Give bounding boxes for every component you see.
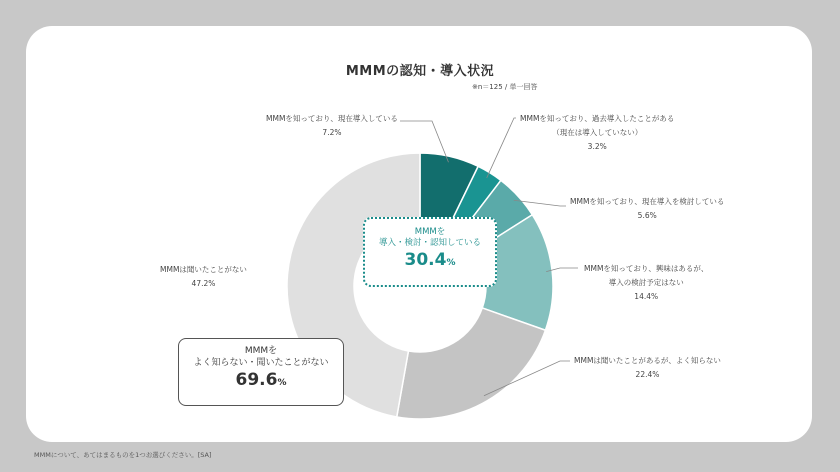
summary-value: 69.6 — [235, 370, 278, 390]
label-considering — [570, 195, 724, 223]
label-text: （現在は導入していない） — [552, 128, 643, 137]
label-value: 14.4% — [634, 292, 659, 301]
label-value: 22.4% — [635, 370, 660, 379]
label-interested — [584, 262, 708, 304]
summary-value-row — [365, 249, 495, 274]
label-text: MMMを知っており、過去導入したことがある — [520, 114, 675, 123]
unaware-summary-box — [178, 338, 344, 406]
label-currently-using — [266, 112, 398, 140]
summary-line: MMMを — [244, 346, 278, 356]
summary-unit: % — [277, 378, 287, 388]
label-value: 47.2% — [191, 279, 216, 288]
label-text: MMMを知っており、現在導入を検討している — [570, 197, 725, 206]
summary-line: MMMを — [414, 227, 446, 237]
summary-value: 30.4 — [404, 250, 447, 270]
summary-line: 導入・検討・認知している — [378, 238, 481, 248]
summary-value-row — [179, 369, 343, 394]
label-text: MMMを知っており、現在導入している — [266, 114, 398, 123]
label-value: 5.6% — [637, 211, 657, 220]
chart-title: MMMの認知・導入状況 — [345, 64, 495, 79]
aware-summary-box — [363, 217, 497, 287]
label-value: 3.2% — [587, 142, 607, 151]
label-value: 7.2% — [322, 128, 342, 137]
label-text: MMMを知っており、興味はあるが、 — [584, 264, 709, 273]
label-used-before — [520, 112, 674, 154]
label-heard-not-familiar — [574, 354, 721, 382]
sample-note: ※n＝125 / 単一回答 — [472, 83, 538, 91]
leader-used-before — [487, 118, 516, 178]
summary-unit: % — [446, 258, 456, 268]
summary-line: よく知らない・聞いたことがない — [193, 358, 329, 368]
label-text: MMMは聞いたことがない — [160, 265, 247, 274]
label-text: 導入の検討予定はない — [608, 278, 684, 287]
footnote: MMMについて、あてはまるものを1つお選びください。[SA] — [34, 451, 212, 459]
label-text: MMMは聞いたことがあるが、よく知らない — [574, 356, 721, 365]
label-never-heard — [160, 263, 247, 291]
slice-heard-not-familiar — [397, 308, 546, 419]
